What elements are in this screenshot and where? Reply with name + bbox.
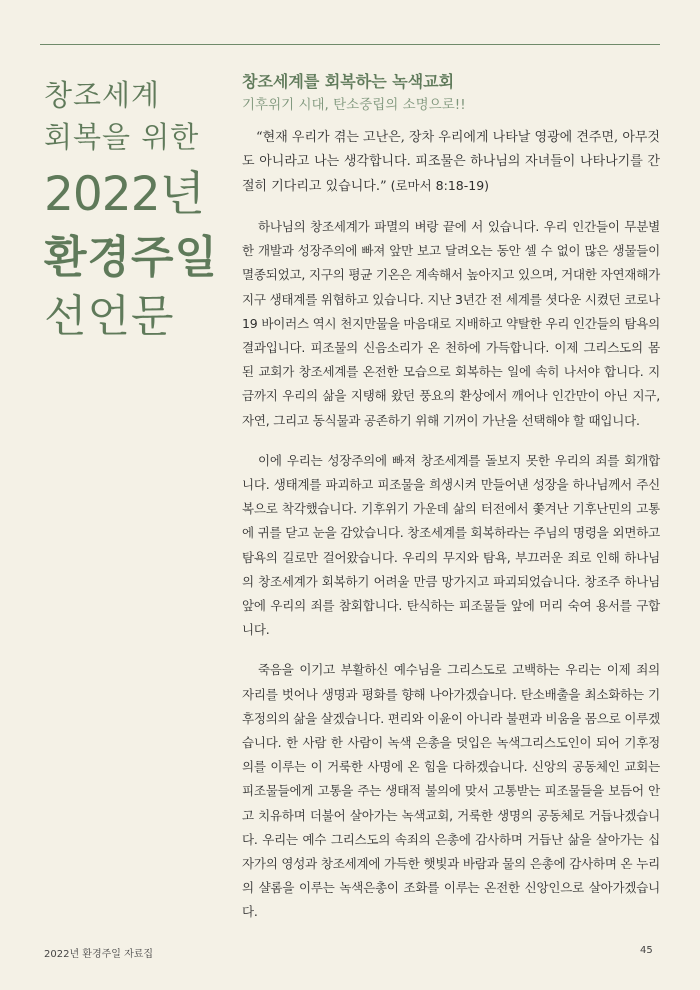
side-title-line1: 창조세계 <box>44 78 161 112</box>
article-subheading: 기후위기 시대, 탄소중립의 소명으로!! <box>242 97 466 113</box>
page-number: 45 <box>640 945 653 956</box>
side-title-bold: 환경주일 <box>44 232 219 283</box>
quote-reference: (로마서 8:18-19) <box>386 178 490 193</box>
side-title <box>44 74 229 346</box>
side-title-line2: 회복을 위한 <box>44 120 200 154</box>
scripture-quote <box>242 126 660 199</box>
footer-publication: 2022년 환경주일 자료집 <box>44 949 154 960</box>
quote-text: “현재 우리가 겪는 고난은, 장차 우리에게 나타날 영광에 견주면, 아무것도 아니라고 나는 생각합니다. 피조물은 하나님의 자녀들이 나타나기를 간절히 기다리고 있습니다.” <box>242 130 660 194</box>
paragraph-3: 죽음을 이기고 부활하신 예수님을 그리스도로 고백하는 우리는 이제 죄의 자리를 벗어나 생명과 평화를 향해 나아가겠습니다. 탄소배출을 최소화하는 기후정의의 삶을 살겠습니다. 편리와 이윤이 아니라 불편과 비움을 몸으로 이루겠습니다. 한 사람 한 사람이 녹색 은총을 덧입은 녹색그리스도인이 되어 기후정의를 이루는 이 거룩한 사명에 온 힘을 다하겠습니다. 신앙의 공동체인 교회는 피조물들에게 고통을 주는 생태적 불의에 맞서 고통받는 피조물들을 보듬어 안고 치유하며 더불어 살아가는 녹색교회, 거룩한 생명의 공동체로 거듭나겠습니다. 우리는 예수 그리스도의 속죄의 은총에 감사하며 거듭난 삶을 살아가는 십자가의 영성과 창조세계에 가득한 햇빛과 바람과 물의 은총에 감사하며 온 누리의 샬롬을 이루는 녹색은총이 조화를 이루는 온전한 신앙인으로 살아가겠습니다. <box>242 662 660 920</box>
article-heading: 창조세계를 회복하는 녹색교회 <box>242 72 455 91</box>
side-title-last: 선언문 <box>44 291 175 342</box>
top-divider <box>40 44 660 45</box>
paragraph-2: 이에 우리는 성장주의에 빠져 창조세계를 돌보지 못한 우리의 죄를 회개합니다. 생태계를 파괴하고 피조물을 희생시켜 만들어낸 성장을 하나님께서 주신 복으로 착각했습니다. 기후위기 가운데 삶의 터전에서 쫓겨난 기후난민의 고통에 귀를 닫고 눈을 감았습니다. 창조세계를 회복하라는 주님의 명령을 외면하고 탐욕의 길로만 걸어왔습니다. 우리의 무지와 탐욕, 부끄러운 죄로 인해 하나님의 창조세계가 회복하기 어려울 만큼 망가지고 파괴되었습니다. 창조주 하나님 앞에 우리의 죄를 참회합니다. 탄식하는 피조물들 앞에 머리 숙여 용서를 구합니다. <box>242 452 660 638</box>
side-title-year: 2022년 <box>44 167 205 222</box>
paragraph-1: 하나님의 창조세계가 파멸의 벼랑 끝에 서 있습니다. 우리 인간들이 무분별한 개발과 성장주의에 빠져 앞만 보고 달려오는 동안 셀 수 없이 많은 생물들이 멸종되었고, 지구의 평균 기온은 계속해서 높아지고 있으며, 거대한 자연재해가 지구 생태계를 위협하고 있습니다. 지난 3년간 전 세계를 셧다운 시켰던 코로나19 바이러스 역시 천지만물을 마음대로 지배하고 약탈한 우리 인간들의 탐욕의 결과입니다. 피조물의 신음소리가 온 천하에 가득합니다. 이제 그리스도의 몸 된 교회가 창조세계를 온전한 모습으로 회복하는 일에 속히 나서야 합니다. 지금까지 우리의 삶을 지탱해 왔던 풍요의 환상에서 깨어나 인간만이 아닌 지구, 자연, 그리고 동식물과 공존하기 위해 기꺼이 가난을 선택해야 할 때입니다. <box>242 219 660 428</box>
article-body <box>242 70 660 941</box>
